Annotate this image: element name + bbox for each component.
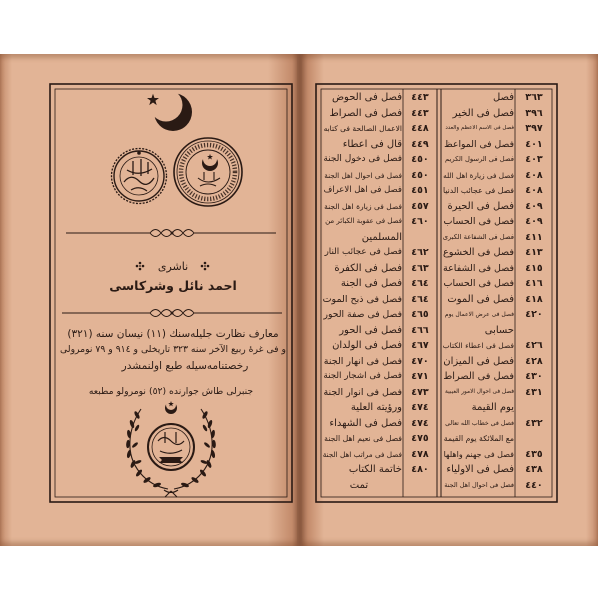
- toc-entry: [323, 338, 436, 353]
- license-line: معارف نظارت جلیله‌سنك (١١) نیسان سنه (٣٢١): [67, 328, 279, 340]
- license-line: و فی غرۀ ربیع الآخر سنه ٣٢٣ تاریخلی و ٩١٤ و ٧٩ نومرولی: [60, 344, 286, 355]
- toc-entry-page: ٤٠٣: [525, 154, 543, 165]
- toc-entry-page: ٤٢٦: [525, 340, 543, 351]
- toc-entry: [443, 214, 552, 229]
- toc-entry-page: ٤٦٣: [411, 262, 429, 274]
- toc-entry: [323, 431, 436, 446]
- toc-entry-page: ٤٣١: [525, 386, 543, 398]
- toc-entry-page: ٤٦٦: [411, 324, 429, 336]
- toc-entry-title: مع الملائکة یوم القیمة: [443, 434, 514, 443]
- toc-entry-title: فصل فی الموت: [447, 293, 514, 305]
- toc-entry-page: ٤٧١: [411, 371, 429, 382]
- toc-entry-page: ٤١١: [525, 231, 543, 243]
- toc-entry-page: ٤٠٩: [525, 216, 543, 227]
- toc-entry-page: ٤٧٤: [411, 417, 429, 429]
- toc-entry: [323, 369, 436, 384]
- toc-entry-title: فصل فی زیارة اهل الله: [443, 170, 514, 180]
- toc-entry-title: فصل فی عرض الاعمال یوم: [444, 311, 514, 318]
- toc-entry-page: ٤٧٥: [411, 433, 429, 444]
- toc-entry-title: فصل فی الحساب: [443, 278, 514, 289]
- toc-entry-title: قال فی اعطاء: [342, 138, 402, 150]
- toc-entry-page: ٤٢٨: [525, 355, 543, 367]
- toc-entry-title: فصل فی عجائب النار: [324, 247, 402, 257]
- toc-entry-title: فصل فی الجنة: [340, 278, 402, 289]
- publisher-label: ناشری: [157, 260, 189, 273]
- toc-entry-title: المسلمین: [361, 231, 402, 243]
- toc-entry-title: فصل فی اعطاء الکتاب: [443, 341, 514, 350]
- toc-entry: [443, 137, 552, 152]
- toc-entry-title: فصل فی دخول الجنة: [323, 154, 402, 164]
- toc-entry: [443, 307, 552, 322]
- toc-entry-title: فصل فی صفة الحور: [323, 309, 402, 320]
- toc-entry: [443, 245, 552, 260]
- toc-entry-title: فصل فی احوال الامور الغیبیة: [445, 388, 514, 395]
- toc-entry: [443, 106, 552, 121]
- toc-entry-page: ٤٥٠: [411, 169, 429, 181]
- toc-entry-title: فصل فی الرسول الکریم: [445, 155, 514, 163]
- toc-entry: [443, 276, 552, 291]
- toc-entry: [443, 90, 552, 105]
- toc-entry: [443, 369, 552, 384]
- toc-entry-page: ٤٧٨: [411, 448, 429, 460]
- toc-entry: [443, 230, 552, 245]
- toc-entry-page: ٤٥٧: [411, 200, 429, 212]
- toc-entry: [323, 245, 436, 260]
- toc-entry-title: فصل فی احوال اهل الجنة: [444, 480, 514, 489]
- toc-entry: [443, 385, 552, 400]
- toc-entry: [443, 323, 552, 338]
- toc-entry-page: ٤٠٨: [525, 185, 543, 196]
- toc-entry-page: ٤٣٨: [525, 464, 543, 475]
- toc-entry-page: ٤٦٧: [411, 340, 429, 351]
- toc-entry-title: فصل فی اهل الاعراف: [323, 185, 402, 195]
- toc-entry-title: فصل فی الکفرة: [334, 262, 402, 274]
- toc-entry: [443, 261, 552, 276]
- toc-entry: [323, 385, 436, 400]
- toc-entry-title: فصل فی عقوبة الکبائر من: [325, 217, 402, 225]
- toc-entry: [323, 230, 436, 245]
- toc-entry-title: فصل فی الشهداء: [329, 417, 402, 429]
- toc-entry-page: ٤٧٠: [411, 355, 429, 367]
- toc-entry-title: فصل فی الخشوع: [443, 247, 514, 258]
- toc-entry: [443, 338, 552, 353]
- toc-entry: [323, 462, 436, 477]
- toc-entry-page: ٤٠٨: [525, 169, 543, 181]
- toc-entry-title: ورؤیته العلیة: [350, 402, 402, 413]
- toc-entry: [443, 168, 552, 183]
- toc-entry: [323, 400, 436, 415]
- toc-entry-title: فصل فی الشفاعة الکبری: [443, 232, 514, 241]
- toc-entry-page: ٤٠٩: [525, 200, 543, 212]
- toc-entry: [323, 214, 436, 229]
- toc-entry-title: فصل فی الحوض: [331, 92, 402, 103]
- toc-entry-title: فصل فی انهار الجنة: [323, 355, 402, 367]
- toc-entry-title: یوم القیمة: [471, 402, 514, 413]
- toc-entry-page: ٤١٨: [525, 293, 543, 305]
- toc-entry: [323, 323, 436, 338]
- license-line: رخصتنامه‌سیله طبع اولنمشدر: [121, 360, 249, 372]
- toc-entry-page: ٤٥١: [411, 185, 429, 196]
- toc-entry-title: فصل فی الشفاعة: [443, 262, 514, 274]
- toc-entry-title: فصل فی المواعظ: [444, 138, 514, 150]
- toc-entry-page: ٤٤٠: [525, 479, 543, 491]
- toc-entry-title: فصل فی الحساب: [443, 216, 514, 227]
- toc-entry-title: خاتمة الکتاب: [348, 464, 402, 475]
- toc-entry-title: فصل فی الحیرة: [447, 200, 514, 212]
- toc-entry: [443, 431, 552, 446]
- toc-entry: [443, 447, 552, 462]
- toc-entry: [443, 152, 552, 167]
- toc-entry-title: فصل فی ذبح الموت: [323, 293, 402, 305]
- toc-entry: [443, 400, 552, 415]
- toc-entry-title: فصل فی الولدان: [332, 340, 402, 351]
- toc-entry-page: ٤١٣: [525, 247, 543, 258]
- toc-entry: [443, 478, 552, 493]
- toc-entry-page: ٤٦٠: [411, 216, 429, 227]
- toc-entry-title: الاعمال الصالحة فی کتابه: [323, 124, 402, 133]
- toc-entry-title: فصل فی اشجار الجنة: [323, 371, 402, 381]
- toc-entry: [443, 292, 552, 307]
- toc-entry: [323, 416, 436, 431]
- toc-entry-page: ٣٩٧: [525, 123, 543, 134]
- toc-entry-page: ٤٣٢: [525, 417, 543, 429]
- toc-entry: [443, 199, 552, 214]
- toc-entry-page: ٤١٦: [525, 278, 543, 289]
- toc-entry-page: ٤٨٠: [411, 464, 429, 475]
- toc-entry-title: فصل فی الصراط: [443, 371, 514, 382]
- toc-entry-page: ٤٣٥: [525, 448, 543, 460]
- toc-entry-title: حسابی: [484, 324, 514, 336]
- toc-entry-title: فصل فی جهنم واهلها: [443, 449, 514, 459]
- toc-entry: [323, 199, 436, 214]
- toc-entry: [323, 354, 436, 369]
- toc-entry-page: ٤٠١: [525, 138, 543, 150]
- toc-entry: [323, 307, 436, 322]
- toc-entry-page: ٤٦٤: [411, 278, 429, 289]
- toc-entry: [323, 261, 436, 276]
- toc-entry-title: فصل فی الصراط: [329, 107, 402, 119]
- toc-entry-page: ٤٧٤: [411, 402, 429, 413]
- toc-entry: [443, 121, 552, 136]
- toc-entry: [443, 354, 552, 369]
- toc-entry: [323, 106, 436, 121]
- toc-entry: [443, 183, 552, 198]
- toc-entry-title: فصل فی نعیم اهل الجنة: [324, 434, 402, 443]
- toc-entry-page: ٤٤٩: [411, 138, 429, 150]
- toc-entry-title: فصل فی المیزان: [443, 355, 514, 367]
- toc-entry-page: ٤٤٨: [411, 123, 429, 134]
- toc-entry-page: ٤٥٠: [411, 154, 429, 165]
- toc-entry-page: ٤٧٣: [411, 386, 429, 398]
- toc-entry-page: ٤١٥: [525, 262, 543, 274]
- publisher-name: احمد نائل وشرکاسی: [109, 278, 237, 293]
- toc-entry: [443, 462, 552, 477]
- toc-entry-title: فصل فی خطاب الله تعالی: [445, 419, 514, 427]
- toc-entry-page: ٤٤٣: [411, 107, 429, 119]
- toc-entry-page: ٣٦٣: [525, 92, 543, 103]
- toc-entry: [323, 168, 436, 183]
- toc-entry-page: ٤٣٠: [525, 371, 543, 382]
- toc-entry-title: فصل فی الاولیاء: [446, 464, 514, 475]
- toc-entry: [323, 292, 436, 307]
- toc-entry-page: ٤٤٣: [411, 92, 429, 103]
- toc-entry: [323, 276, 436, 291]
- toc-entry-title: فصل فی انوار الجنة: [323, 386, 402, 398]
- toc-entry: [323, 137, 436, 152]
- toc-entry-page: ٤٦٤: [411, 293, 429, 305]
- toc-entry-title: فصل فی الحور: [339, 324, 402, 336]
- toc-entry-page: ٣٩٦: [525, 107, 543, 119]
- toc-entry-title: فصل فی احوال اهل الجنة: [324, 170, 402, 180]
- toc-entry: [323, 152, 436, 167]
- toc-entry: [443, 416, 552, 431]
- toc-entry: [323, 90, 436, 105]
- toc-entry-page: ٤٢٠: [525, 309, 543, 320]
- toc-entry-title: فصل فی مراتب اهل الجنة: [323, 449, 402, 459]
- end-mark: تمت: [349, 480, 369, 491]
- toc-entry-title: فصل فی الاسم الاعظم والعدد: [445, 125, 514, 131]
- toc-entry-title: فصل فی الخیر: [452, 107, 514, 119]
- toc-entry: [323, 121, 436, 136]
- toc-entry-title: فصل فی زیارة اهل الجنة: [324, 201, 402, 211]
- press-line: جنبرلی طاش جوارنده (٥٢) نومرولو مطبعه: [88, 386, 254, 397]
- toc-entry-title: فصل فی عجائب الدنیا: [443, 186, 514, 195]
- toc-entry: [323, 183, 436, 198]
- toc-entry-title: فصل: [492, 92, 514, 103]
- toc-entry-page: ٤٦٥: [411, 309, 429, 320]
- toc-entry: [323, 447, 436, 462]
- toc-entry-page: ٤٦٢: [411, 247, 429, 258]
